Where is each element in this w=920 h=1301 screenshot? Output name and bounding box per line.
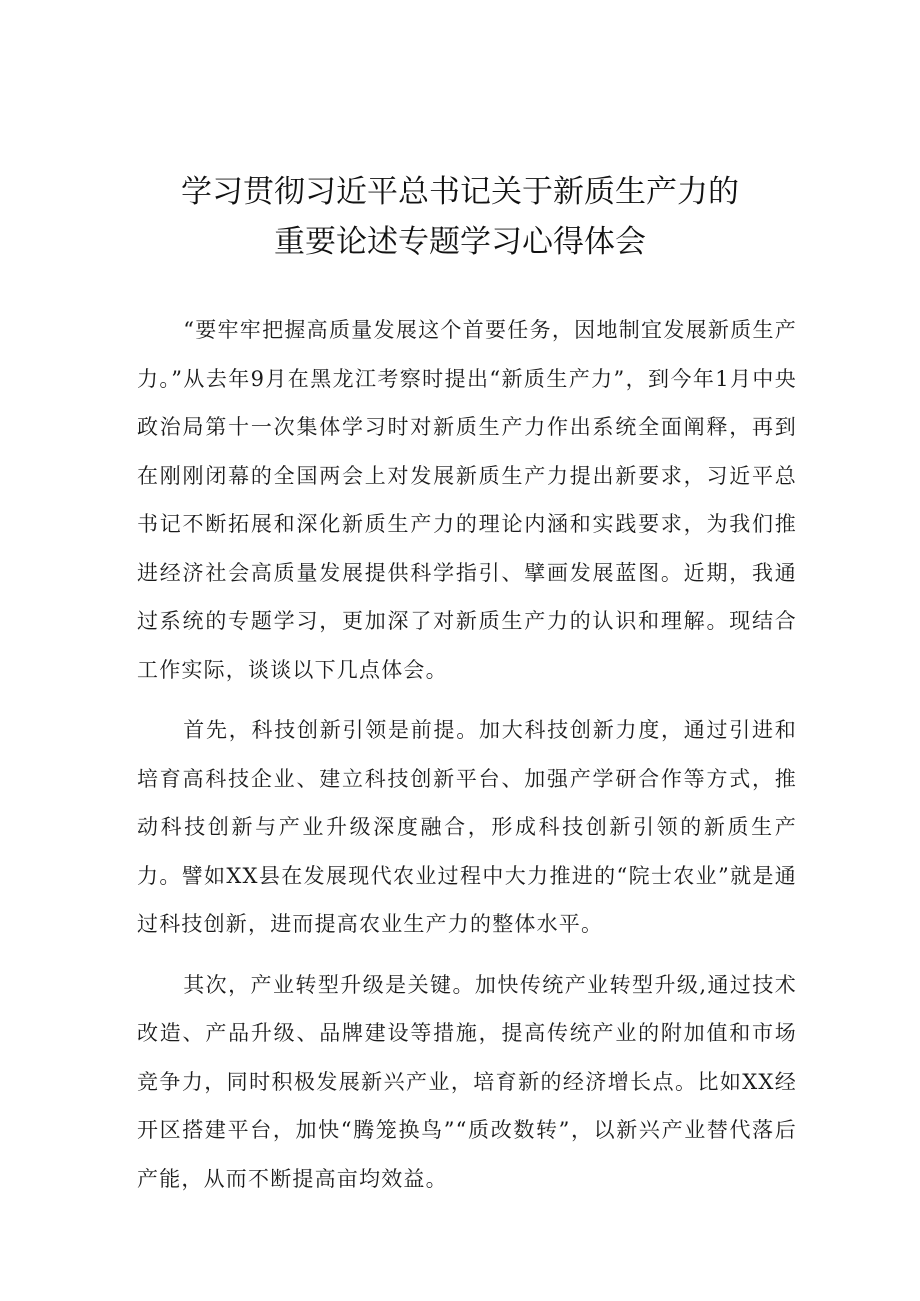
document-title-line-1: 学习贯彻习近平总书记关于新质生产力的	[181, 174, 739, 210]
document-body	[137, 306, 797, 1215]
body-paragraph-2: 首先，科技创新引领是前提。加大科技创新力度，通过引进和培育高科技企业、建立科技创新平台、加强产学研合作等方式，推动科技创新与产业升级深度融合，形成科技创新引领的新质生产力。譬如XX县在发展现代农业过程中大力推进的“院士农业”就是通过科技创新，进而提高农业生产力的整体水平。	[137, 718, 797, 936]
body-paragraph-1: “要牢牢把握高质量发展这个首要任务，因地制宜发展新质生产力。”从去年9月在黑龙江考察时提出“新质生产力”，到今年1月中央政治局第十一次集体学习时对新质生产力作出系统全面阐释，再到在刚刚闭幕的全国两会上对发展新质生产力提出新要求，习近平总书记不断拓展和深化新质生产力的理论内涵和实践要求，为我们推进经济社会高质量发展提供科学指引、擘画发展蓝图。近期，我通过系统的专题学习，更加深了对新质生产力的认识和理解。现结合工作实际，谈谈以下几点体会。	[137, 318, 797, 682]
document-title-line-2: 重要论述专题学习心得体会	[274, 224, 646, 260]
body-paragraph-3: 其次，产业转型升级是关键。加快传统产业转型升级,通过技术改造、产品升级、品牌建设等措施，提高传统产业的附加值和市场竞争力，同时积极发展新兴产业，培育新的经济增长点。比如XX经开区搭建平台，加快“腾笼换鸟”“质改数转”，以新兴产业替代落后产能，从而不断提高亩均效益。	[137, 972, 797, 1191]
